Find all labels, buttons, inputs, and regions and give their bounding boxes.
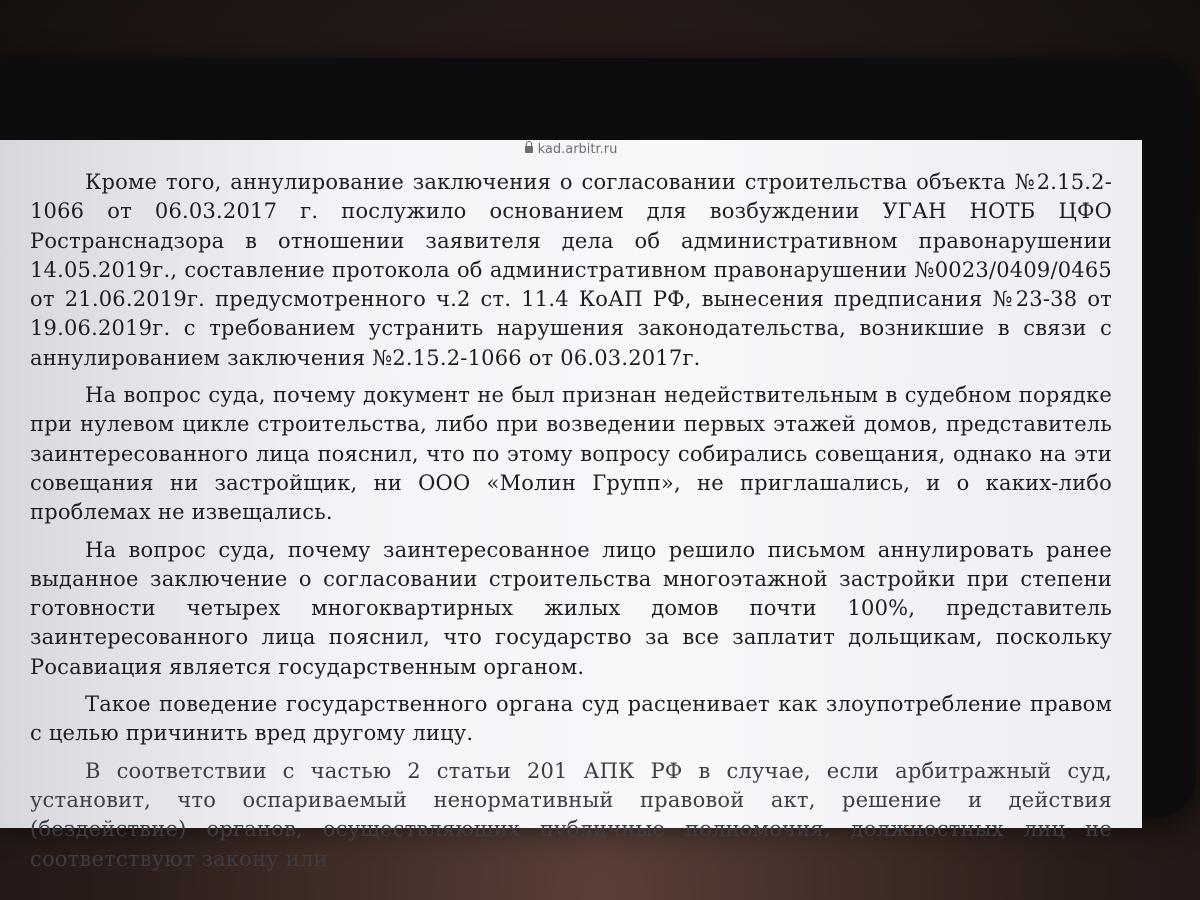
paragraph-1: Кроме того, аннулирование заключения о согласовании строительства объекта №2.15.2-1066 от 06.03.2017 г. послужило основанием для возбуждении УГАН НОТБ ЦФО Ространснадзора в отношении заявителя дела об административном правонарушении 14.05.2019г., составление протокола об административном правонарушении №0023/0409/0465 от 21.06.2019г. предусмотренного ч.2 ст. 11.4 КоАП РФ, вынесения предписания №23-38 от 19.06.2019г. с требованием устранить нарушения законодательства, возникшие в связи с аннулированием заключения №2.15.2-1066 от 06.03.2017г. — [30, 170, 1112, 370]
phone-device — [0, 58, 1196, 871]
address-bar[interactable] — [0, 140, 1142, 160]
browser-screen — [0, 140, 1142, 871]
paragraph-3: На вопрос суда, почему заинтересованное лицо решило письмом аннулировать ранее выданное заключение о согласовании строительства многоэтажной застройки при степени готовности четырех многоквартирных жилых домов почти 100%, представитель заинтересованного лица пояснил, что государство за все заплатит дольщикам, поскольку Росавиация является государственным органом. — [30, 537, 1112, 679]
paragraph-5: В соответствии с частью 2 статьи 201 АПК РФ в случае, если арбитражный суд, установит, что оспариваемый ненормативный правовой акт, решение и действия (бездействие) органов, осуществляющих публичные полномочия, должностных лиц не соответствуют закону или — [30, 758, 1112, 871]
lock-icon — [525, 146, 533, 153]
paragraph-4: Такое поведение государственного органа суд расценивает как злоупотребление правом с целью причинить вред другому лицу. — [30, 692, 1112, 746]
document-body — [30, 168, 1112, 882]
url-text: kad.arbitr.ru — [537, 142, 618, 157]
paragraph-2: На вопрос суда, почему документ не был признан недействительным в судебном порядке при нулевом цикле строительства, либо при возведении первых этажей домов, представитель заинтересованного лица пояснил, что по этому вопросу собирались совещания, однако на эти совещания ни застройщик, ни ООО «Молин Групп», не приглашались, и о каких-либо проблемах не извещались. — [30, 383, 1112, 525]
